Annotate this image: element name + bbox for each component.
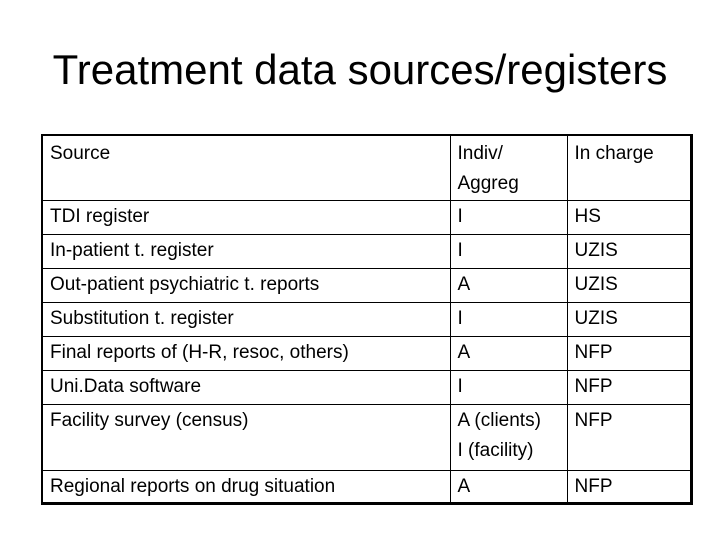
cell-indiv: I <box>450 200 567 234</box>
cell-charge: UZIS <box>567 302 690 336</box>
cell-charge: UZIS <box>567 234 690 268</box>
cell-source: Facility survey (census) <box>43 404 450 470</box>
cell-charge: NFP <box>567 336 690 370</box>
cell-indiv: I <box>450 234 567 268</box>
cell-indiv: A <box>450 268 567 302</box>
header-in-charge: In charge <box>574 143 654 164</box>
cell-indiv-line2: I (facility) <box>457 439 534 461</box>
header-source: Source <box>43 136 450 200</box>
table-row <box>43 336 690 370</box>
cell-indiv: I <box>450 302 567 336</box>
cell-charge: NFP <box>567 470 690 502</box>
cell-indiv: A <box>450 336 567 370</box>
cell-source: Substitution t. register <box>43 302 450 336</box>
cell-source: Uni.Data software <box>43 370 450 404</box>
cell-source: Final reports of (H-R, resoc, others) <box>43 336 450 370</box>
cell-charge: NFP <box>567 370 690 404</box>
cell-source: In-patient t. register <box>43 234 450 268</box>
cell-indiv <box>450 404 567 470</box>
table-row <box>43 470 690 502</box>
cell-source: Regional reports on drug situation <box>43 470 450 502</box>
cell-charge: HS <box>567 200 690 234</box>
cell-indiv: A <box>450 470 567 502</box>
header-indiv-line2: Aggreg <box>457 173 519 194</box>
cell-indiv: I <box>450 370 567 404</box>
table-row <box>43 200 690 234</box>
table-header-row <box>43 136 690 200</box>
header-indiv-aggreg <box>450 136 567 200</box>
table-row <box>43 268 690 302</box>
cell-source: Out-patient psychiatric t. reports <box>43 268 450 302</box>
cell-indiv-line1: A (clients) <box>457 409 541 431</box>
table-row <box>43 234 690 268</box>
header-indiv-line1: Indiv/ <box>457 143 503 164</box>
cell-source: TDI register <box>43 200 450 234</box>
table-row <box>43 404 690 470</box>
data-sources-table <box>41 134 693 505</box>
table-row <box>43 370 690 404</box>
page-title: Treatment data sources/registers <box>52 46 668 93</box>
cell-charge: NFP <box>567 404 690 470</box>
cell-charge: UZIS <box>567 268 690 302</box>
table-row <box>43 302 690 336</box>
